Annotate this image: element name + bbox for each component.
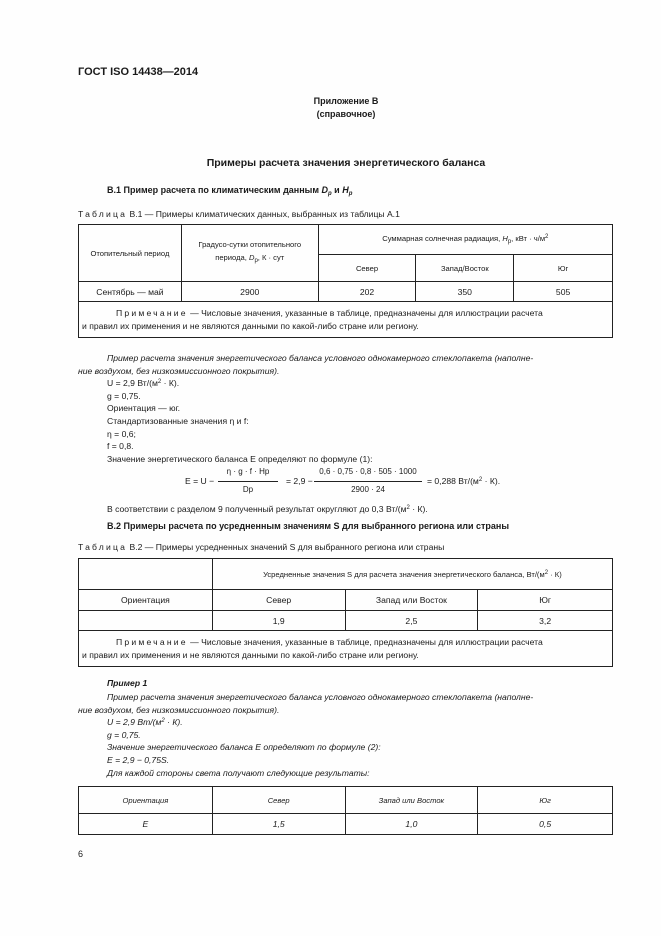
example1-orient: Ориентация — юг. [107,403,181,413]
row-label-e: E [79,814,213,835]
cell-south: 505 [514,282,613,302]
col-header-north: Север [212,787,345,814]
formula1-num1: η · g · f · Hp [226,467,270,476]
example1-u: U = 2,9 $Вт/(м^2 \cdot К)$. [107,378,180,388]
cell-degree-days: 2900 [181,282,318,302]
col-header-north: Север [318,255,416,282]
col-header-orientation: Ориентация [79,590,213,611]
table-b2-caption: Таблица В.2 — Примеры усредненных значений S для выбранного региона или страны [78,542,445,552]
col-header-westeast: Запад или Восток [345,590,478,611]
formula1-mid: = 2,9 − [286,476,313,486]
document-header: ГОСТ ISO 14438—2014 [78,66,199,78]
col-header-orientation: Ориентация [79,787,213,814]
col-header-south: Юг [478,590,613,611]
col-header-radiation: Суммарная солнечная радиация, $H_p$, кВт · $ч/м^2$ [318,225,612,255]
table-b2 [78,558,613,667]
section-b1-heading: В.1 Пример расчета по климатическим данным $D_p$ и $H_p$ [107,185,353,197]
col-header-degree-days: Градусо-сутки отопительного периода, $D_p$, К · сут [181,225,318,282]
example2-intro-2: ние воздухом, без низкоэмиссионного покрытия). [78,705,280,715]
table-b1-note: Примечание — Числовые значения, указанные в таблице, предназначены для иллюстрации расчета и правил их применения и не являются данными по какой-либо стране или региону. [79,302,613,338]
col-header-westeast: Запад или Восток [345,787,478,814]
formula1-num2: 0,6 · 0,75 · 0,8 · 505 · 1000 [319,467,417,476]
col-header-period: Отопительный период [79,225,182,282]
col-header-westeast: Запад/Восток [416,255,514,282]
table-results [78,786,613,835]
cell-south: 3,2 [478,611,613,631]
col-header-north: Север [212,590,345,611]
table-b1 [78,224,613,338]
page-number: 6 [78,849,84,859]
table-b2-note: Примечание — Числовые значения, указанные в таблице, предназначены для иллюстрации расчета и правил их применения и не являются данными по какой-либо стране или региону. [79,631,613,667]
example2-intro-1: Пример расчета значения энергетического баланса условного однокамерного стеклопакета (наполне- [107,692,534,702]
example1-eta: η = 0,6; [107,429,136,439]
col-header-south: Юг [514,255,613,282]
cell-period: Сентябрь — май [79,282,182,302]
col-header-south: Юг [478,787,613,814]
formula1-fraction-line2 [314,481,422,482]
example2-formula: E = 2,9 − 0,75S. [107,755,170,765]
section-b2-heading: В.2 Примеры расчета по усредненным значениям S для выбранного региона или страны [107,521,510,531]
formula1-den1: Dp [242,485,254,494]
example2-g: g = 0,75. [107,730,141,740]
table-b2-empty-corner [79,559,213,590]
cell-empty [79,611,213,631]
example2-title: Пример 1 [107,678,148,688]
appendix-subtitle: (справочное) [316,109,376,119]
cell-westeast: 350 [416,282,514,302]
example1-balance-intro: Значение энергетического баланса E определяют по формуле (1): [107,454,373,464]
formula1-den2: 2900 · 24 [351,485,385,494]
cell-westeast: 1,0 [345,814,478,835]
example1-intro-2: ние воздухом, без низкоэмиссионного покрытия). [78,366,280,376]
example2-u: U = 2,9 $Вт/(м^2 \cdot К)$. [107,717,183,727]
formula1-lhs: E = U − [185,476,215,486]
example2-formula-intro: Значение энергетического баланса E определяют по формуле (2): [107,742,381,752]
col-header-avg-s: Усредненные значения S для расчета значения энергетического баланса, $Вт/(м^2 \cdot К)$ [212,559,612,590]
cell-westeast: 2,5 [345,611,478,631]
appendix-title: Приложение В [313,96,379,106]
cell-south: 0,5 [478,814,613,835]
formula1-fraction-line1 [218,481,278,482]
formula1-rhs: = 0,288 $Вт/(м^2 \cdot К)$. [427,476,501,486]
table-b1-caption: Таблица В.1 — Примеры климатических данных, выбранных из таблицы А.1 [78,209,400,219]
cell-north: 1,9 [212,611,345,631]
main-title: Примеры расчета значения энергетического баланса [206,157,486,169]
cell-north: 1,5 [212,814,345,835]
cell-north: 202 [318,282,416,302]
example1-intro-1: Пример расчета значения энергетического баланса условного однокамерного стеклопакета (наполне- [107,353,534,363]
example1-f: f = 0,8. [107,441,134,451]
example2-results-intro: Для каждой стороны света получают следующие результаты: [107,768,370,778]
example1-rounding: В соответствии с разделом 9 полученный результат округляют до 0,3 $Вт/(м^2 \cdot К)$. [107,504,428,514]
example1-g: g = 0,75. [107,391,141,401]
example1-std-values: Стандартизованные значения η и f: [107,416,249,426]
